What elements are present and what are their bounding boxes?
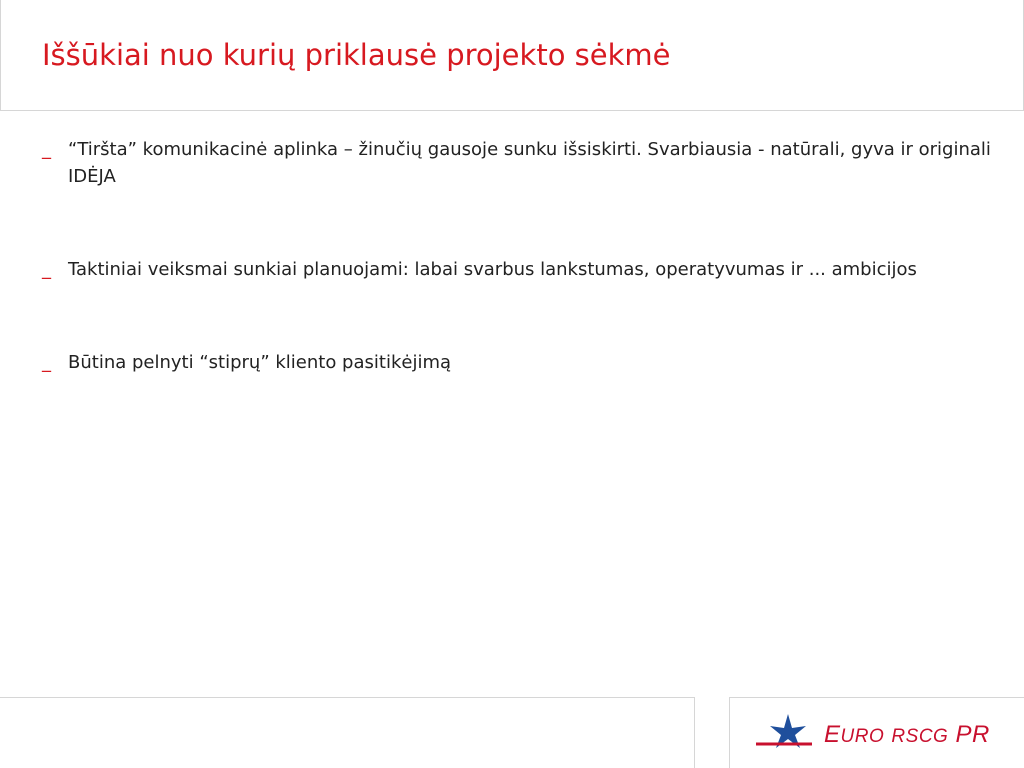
title-box [0,0,1024,111]
star-icon [754,712,814,754]
logo-wordmark: EURO RSCG PR [824,721,990,748]
bullet-marker: _ [42,259,51,280]
bullet-text: Taktiniai veiksmai sunkiai planuojami: labai svarbus lankstumas, operatyvumas ir ... ambicijos [68,259,917,280]
bullet-item [42,349,992,376]
bullet-item [42,256,992,283]
euro-rscg-pr-logo [754,712,1004,754]
bullet-item [42,136,992,190]
bullet-list [42,136,992,442]
bullet-marker: _ [42,352,51,373]
bullet-text: Būtina pelnyti “stiprų” kliento pasitikėjimą [68,352,452,373]
bullet-text: “Tiršta” komunikacinė aplinka – žinučių gausoje sunku išsiskirti. Svarbiausia - natūrali, gyva ir originali IDĖJA [68,139,991,187]
slide-title: Iššūkiai nuo kurių priklausė projekto sėkmė [42,38,671,72]
bullet-marker: _ [42,139,51,160]
footer-logo-panel [729,697,1024,768]
footer-left-panel [0,697,695,768]
